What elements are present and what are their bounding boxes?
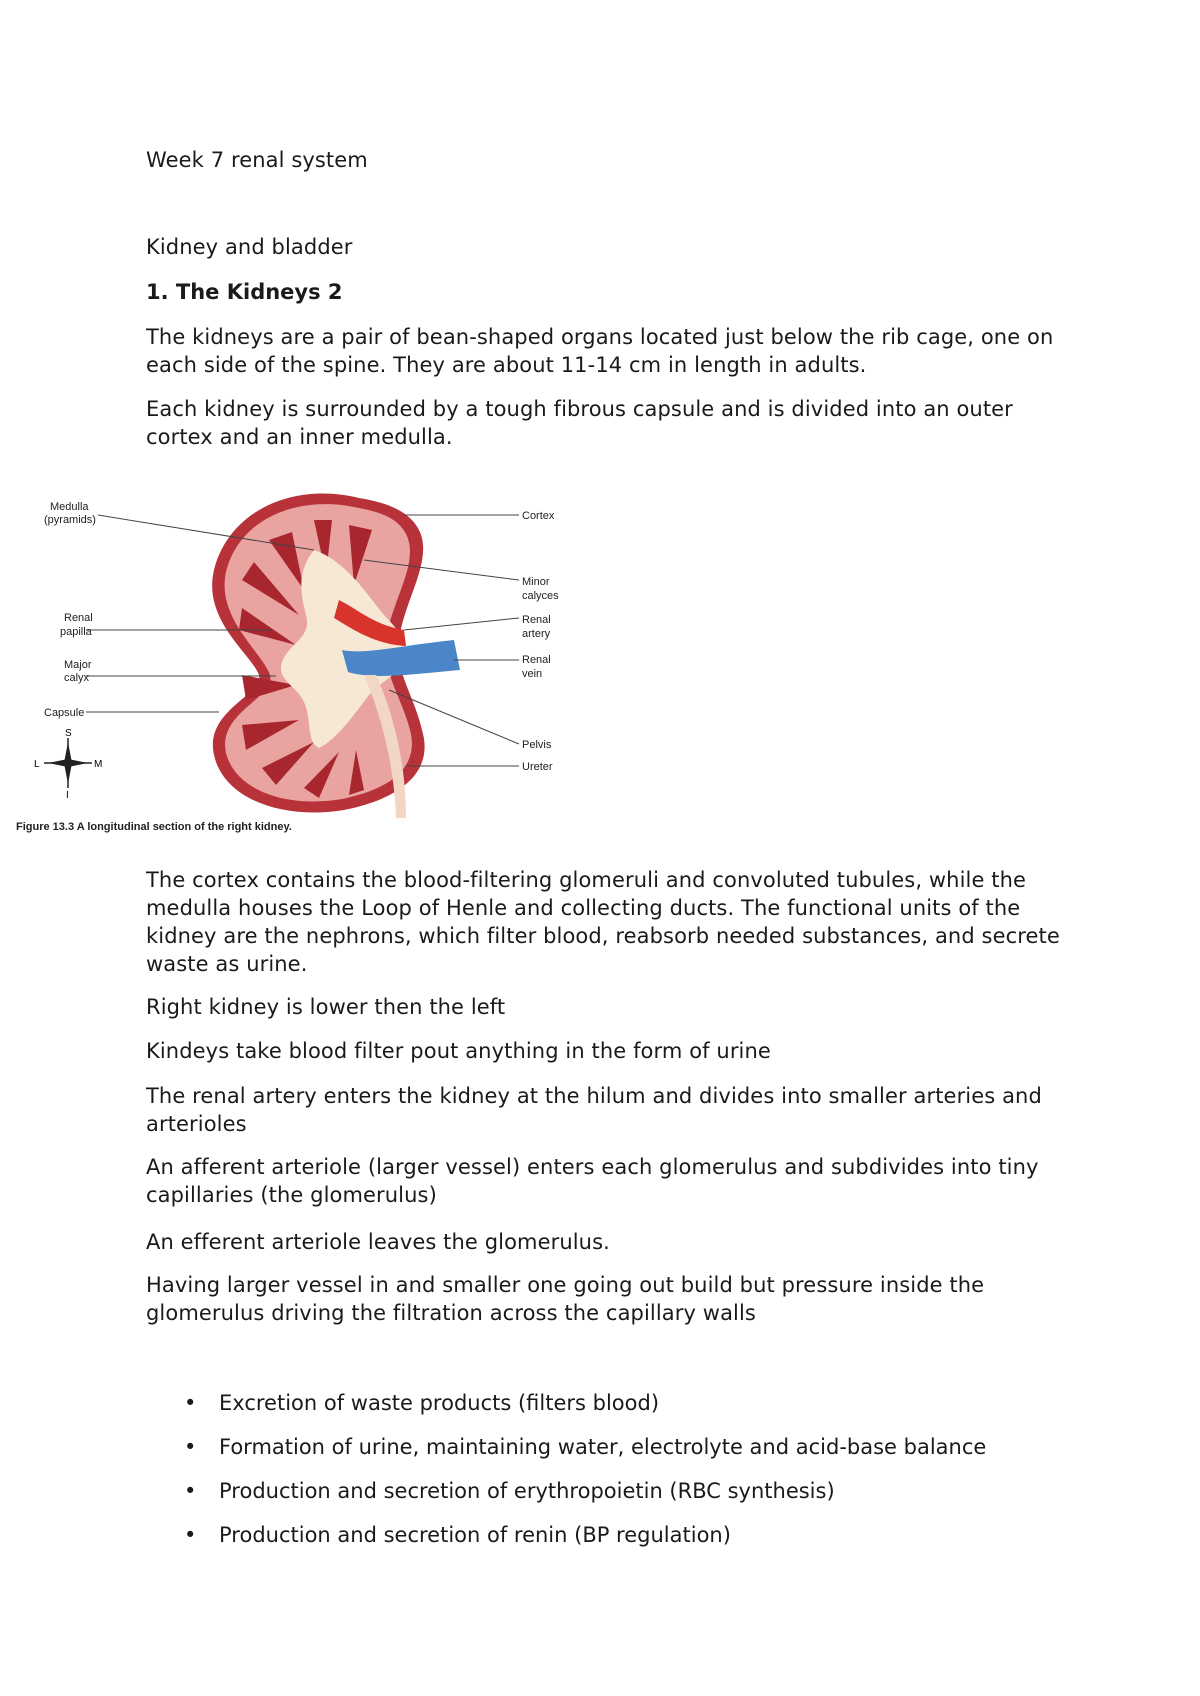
label-papilla: papilla [60, 626, 92, 638]
paragraph-5: Kindeys take blood filter pout anything in the form of urine [146, 1039, 771, 1063]
label-major: Major [64, 659, 92, 671]
label-minor: Minor [522, 576, 550, 588]
function-bullet-list [146, 1389, 1066, 1549]
document-title: Week 7 renal system [146, 148, 368, 172]
label-vein: vein [522, 668, 543, 680]
compass-m: M [94, 759, 103, 770]
list-item: • Production and secretion of erythropoietin (RBC synthesis) [184, 1479, 835, 1503]
paragraph-6: The renal artery enters the kidney at the hilum and divides into smaller arteries and arterioles [146, 1084, 1042, 1136]
kidney-diagram [14, 480, 559, 840]
section-heading: 1. The Kidneys 2 [146, 280, 343, 304]
label-artery: artery [522, 628, 551, 640]
kidney-figure [14, 480, 559, 840]
paragraph-8: An efferent arteriole leaves the glomerulus. [146, 1230, 610, 1254]
list-item: • Excretion of waste products (filters blood) [184, 1391, 660, 1415]
label-renal-artery-1: Renal [522, 614, 551, 626]
compass-s: S [65, 728, 72, 739]
compass-l: L [34, 759, 40, 770]
compass-i: I [66, 790, 69, 801]
document-subtitle: Kidney and bladder [146, 235, 353, 259]
label-capsule: Capsule [44, 707, 85, 719]
paragraph-9: Having larger vessel in and smaller one going out build but pressure inside the glomerulus driving the filtration across the capillary walls [146, 1273, 985, 1325]
paragraph-3: The cortex contains the blood-filtering glomeruli and convoluted tubules, while the medulla houses the Loop of Henle and collecting ducts. The functional units of the kidney are the nephrons, which filter blood, reabsorb needed substances, and secrete waste as urine. [146, 868, 1060, 976]
list-item: • Production and secretion of renin (BP regulation) [184, 1523, 731, 1547]
label-calyx: calyx [64, 672, 90, 684]
compass-icon [34, 728, 102, 801]
paragraph-1: The kidneys are a pair of bean-shaped organs located just below the rib cage, one on each side of the spine. They are about 11-14 cm in length in adults. [146, 325, 1054, 377]
label-ureter: Ureter [522, 761, 553, 773]
label-cortex: Cortex [522, 510, 555, 522]
label-renal-papilla-1: Renal [64, 612, 93, 624]
paragraph-2: Each kidney is surrounded by a tough fibrous capsule and is divided into an outer cortex and an inner medulla. [146, 397, 1013, 449]
paragraph-7: An afferent arteriole (larger vessel) enters each glomerulus and subdivides into tiny capillaries (the glomerulus) [146, 1155, 1039, 1207]
paragraph-4: Right kidney is lower then the left [146, 995, 506, 1019]
label-medulla: Medulla [50, 501, 89, 513]
label-pyramids: (pyramids) [44, 514, 96, 526]
label-pelvis: Pelvis [522, 739, 552, 751]
figure-caption: Figure 13.3 A longitudinal section of the right kidney. [16, 821, 292, 833]
list-item: • Formation of urine, maintaining water, electrolyte and acid-base balance [184, 1435, 987, 1459]
label-calyces: calyces [522, 590, 559, 602]
label-renal-vein-1: Renal [522, 654, 551, 666]
